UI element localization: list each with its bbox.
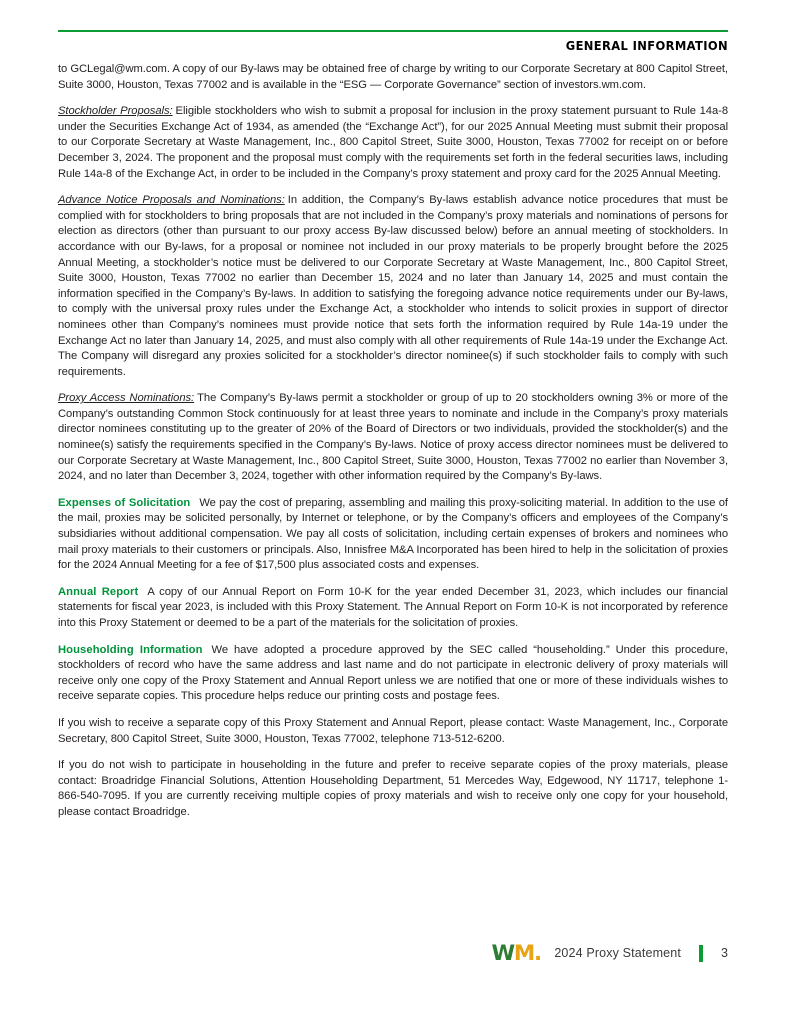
paragraph-text-proxy-access-nominations: The Company’s By-laws permit a stockholder or group of up to 20 stockholders owning 3% or more of the Company’s outstanding Common Stock continuously for at least three years to nominate and include in the Company’s proxy materials director nominees constituting up to the greater of 20% of the Board of Directors or two individuals, provided the stockholder(s) and the nominee(s) satisfy the requirements specified in the Company’s By-laws. Notice of proxy access director nominees must be delivered to our Corporate Secretary at Waste Management, Inc., 800 Capitol Street, Suite 3000, Houston, Texas 77002 no earlier than November 3, 2024, and no later than December 3, 2024, together with other information required by the Company’s By-laws. — [58, 392, 729, 483]
paragraph-text-expenses-of-solicitation: We pay the cost of preparing, assembling and mailing this proxy-soliciting material. In addition to the use of the mail, proxies may be solicited personally, by Internet or telephone, or by the Company’s officers and employees of the Company’s subsidiaries without additional compensation. We pay all costs of solicitation, including certain expenses of brokers and nominees who mail proxy materials to their customers or principals. Also, Innisfree M&A Incorporated has been hired to help in the solicitation of proxies for the 2024 Annual Meeting for a fee of $17,500 plus associated costs and expenses. — [58, 496, 728, 572]
page-header — [58, 30, 728, 53]
paragraph-lead-expenses-of-solicitation: Expenses of Solicitation — [58, 496, 191, 509]
paragraph-text-stockholder-proposals: Eligible stockholders who wish to submit a proposal for inclusion in the proxy statement pursuant to Rule 14a-8 under the Securities Exchange Act of 1934, as amended (the “Exchange Act”), for our 2025 Annual Meeting must submit their proposal to our Corporate Secretary at Waste Management, Inc., 800 Capitol Street, Suite 3000, Houston, Texas 77002 for receipt on or before December 3, 2024. The proponent and the proposal must comply with the requirements set forth in the federal securities laws, including Rule 14a-8 of the Exchange Act, in order to be included in the Company’s proxy statement and proxy card for the 2025 Annual Meeting. — [58, 105, 728, 180]
paragraph-lead-stockholder-proposals: Stockholder Proposals: — [58, 105, 173, 118]
paragraph-text-annual-report: A copy of our Annual Report on Form 10-K for the year ended December 31, 2023, which includes our financial statements for fiscal year 2023, is included with this Proxy Statement. The Annual Report on Form 10-K is not incorporated by reference into this Proxy Statement or deemed to be a part of the materials for the solicitation of proxies. — [58, 585, 728, 629]
page-header-title: GENERAL INFORMATION — [565, 38, 728, 53]
document-body — [58, 62, 728, 821]
paragraph-separate-copy-request — [58, 716, 728, 747]
paragraph-stockholder-proposals — [58, 104, 728, 182]
paragraph-annual-report — [58, 585, 728, 632]
wm-logo — [491, 940, 541, 965]
wm-logo-m: M — [513, 940, 534, 965]
paragraph-text-householding-information: We have adopted a procedure approved by the SEC called “householding.” Under this procedure, stockholders of record who have the same address and last name and do not participate in electronic delivery of proxy materials will receive only one copy of the Proxy Statement and Annual Report unless we are notified that one or more of these individuals wishes to receive separate copies. This procedure helps reduce our printing costs and postage fees. — [58, 643, 728, 703]
paragraph-lead-householding-information: Householding Information — [58, 643, 203, 656]
paragraph-text-intro-continued: to GCLegal@wm.com. A copy of our By-laws may be obtained free of charge by writing to our Corporate Secretary at 800 Capitol Street, Suite 3000, Houston, Texas 77002 and is available in the “ESG — Corporate Governance” section of investors.wm.com. — [58, 63, 728, 91]
paragraph-text-advance-notice-proposals-and-nominations: In addition, the Company’s By-laws establish advance notice procedures that must be complied with for stockholders to bring proposals that are not included in the Company’s proxy materials and nominations of persons for election as directors (other than pursuant to our proxy access By-law discussed below) before an annual meeting of stockholders. In accordance with our By-laws, for a proposal or nominee not included in our proxy materials to be properly brought before the 2025 Annual Meeting, a stockholder’s notice must be delivered to our Corporate Secretary at Waste Management, Inc., 800 Capitol Street, Suite 3000, Houston, Texas 77002 no earlier than December 15, 2024 and no later than January 14, 2025 and must contain the information specified in the Company’s By-laws. In addition to satisfying the foregoing advance notice requirements under our By-laws, to comply with the universal proxy rules under the Exchange Act, a stockholder who intends to solicit proxies in support of director nominees other than Company’s nominees must provide notice that sets forth the information required by Rule 14a-19 under the Exchange Act no later than January 14, 2025, and must also comply with all other requirements of Rule 14a-19 under the Exchange Act. The Company will disregard any proxies solicited for a stockholder’s director nominee(s) if such stockholder fails to comply with such requirements. — [58, 194, 728, 378]
paragraph-lead-proxy-access-nominations: Proxy Access Nominations: — [58, 392, 195, 405]
wm-logo-dot: . — [533, 940, 541, 965]
paragraph-lead-annual-report: Annual Report — [58, 585, 139, 598]
footer-separator-bar — [699, 945, 703, 962]
paragraph-text-separate-copy-request: If you wish to receive a separate copy of this Proxy Statement and Annual Report, please contact: Waste Management, Inc., Corporate Secretary, 800 Capitol Street, Suite 3000, Houston, Texas 77002, telephone 713-512-6200. — [58, 716, 728, 745]
page-footer — [58, 938, 728, 968]
paragraph-householding-information — [58, 643, 728, 705]
paragraph-text-opt-out-householding: If you do not wish to participate in householding in the future and prefer to receive separate copies of the proxy materials, please contact: Broadridge Financial Solutions, Attention Householding Department, 51 Mercedes Way, Edgewood, NY 11717, telephone 1-866-540-7095. If you are currently receiving multiple copies of proxy materials and wish to receive only one copy for your household, please contact Broadridge. — [58, 759, 728, 818]
paragraph-opt-out-householding — [58, 758, 728, 820]
paragraph-lead-advance-notice-proposals-and-nominations: Advance Notice Proposals and Nominations: — [58, 194, 285, 207]
footer-document-label: 2024 Proxy Statement — [554, 946, 681, 960]
paragraph-advance-notice-proposals-and-nominations — [58, 193, 728, 380]
footer-page-number: 3 — [721, 946, 728, 960]
wm-logo-w: W — [491, 940, 514, 965]
header-green-rule — [58, 30, 728, 32]
paragraph-intro-continued — [58, 62, 728, 93]
paragraph-expenses-of-solicitation — [58, 496, 728, 574]
paragraph-proxy-access-nominations — [58, 391, 728, 485]
